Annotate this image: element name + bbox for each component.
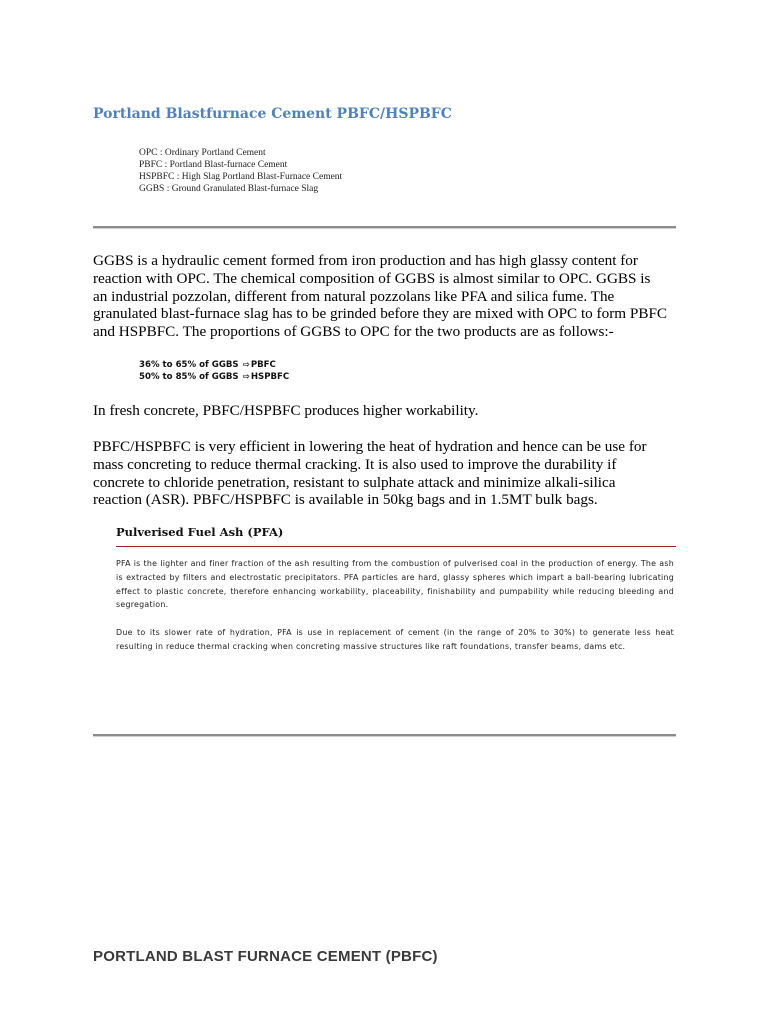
efficiency-paragraph: PBFC/HSPBFC is very efficient in lowering the heat of hydration and hence can be use for mass concreting to reduce thermal cracking. It is also used to improve the durability if concrete to chloride penetration, resistant to sulphate attack and minimize alkali-silica reaction (ASR). PBFC/HSPBFC is available in 50kg bags and in 1.5MT bulk bags.	[93, 438, 647, 509]
pfa-paragraph-1: PFA is the lighter and finer fraction of the ash resulting from the combustion of pulverised coal in the production of energy. The ash is extracted by filters and electrostatic precipitators. PFA particles are hard, glassy spheres which impart a ball-bearing lubricating effect to plastic concrete, therefore enhancing workability, placeability, finishability and pumpability while reducing bleeding and segregation.	[116, 559, 674, 610]
abbreviation-pbfc: PBFC : Portland Blast-furnace Cement	[139, 160, 288, 170]
section-title-pbfc: PORTLAND BLAST FURNACE CEMENT (PBFC)	[93, 948, 438, 965]
pfa-heading-underline	[116, 546, 676, 547]
ratio-item-pbfc	[139, 359, 289, 371]
abbreviation-list	[139, 147, 342, 195]
section-divider-bottom	[93, 734, 676, 737]
ratio-product: HSPBFC	[250, 372, 290, 382]
pfa-paragraph-2: Due to its slower rate of hydration, PFA is use in replacement of cement (in the range of 20% to 30%) to generate less heat resulting in reduce thermal cracking when concreting massive structures like raft foundations, transfer beams, dams etc.	[116, 628, 674, 651]
ratio-list	[139, 359, 289, 383]
right-arrow-icon: ⇨	[242, 360, 250, 370]
pfa-heading: Pulverised Fuel Ash (PFA)	[116, 525, 284, 539]
ratio-range: 36% to 65% of GGBS	[139, 360, 239, 370]
ratio-range: 50% to 85% of GGBS	[139, 372, 239, 382]
fresh-concrete-paragraph: In fresh concrete, PBFC/HSPBFC produces higher workability.	[93, 402, 479, 419]
intro-paragraph: GGBS is a hydraulic cement formed from iron production and has high glassy content for reaction with OPC. The chemical composition of GGBS is almost similar to OPC. GGBS is an industrial pozzolan, different from natural pozzolans like PFA and silica fume. The granulated blast-furnace slag has to be grinded before they are mixed with OPC to form PBFC and HSPBFC. The proportions of GGBS to OPC for the two products are as follows:-	[93, 252, 668, 341]
abbreviation-hspbfc: HSPBFC : High Slag Portland Blast-Furnace Cement	[139, 172, 343, 182]
section-divider-top	[93, 226, 676, 229]
ratio-item-hspbfc	[139, 371, 289, 383]
document-title: Portland Blastfurnace Cement PBFC/HSPBFC	[93, 106, 452, 122]
abbreviation-ggbs: GGBS : Ground Granulated Blast-furnace Slag	[139, 184, 319, 194]
abbreviation-opc: OPC : Ordinary Portland Cement	[139, 148, 266, 158]
right-arrow-icon: ⇨	[242, 372, 250, 382]
ratio-product: PBFC	[250, 360, 276, 370]
